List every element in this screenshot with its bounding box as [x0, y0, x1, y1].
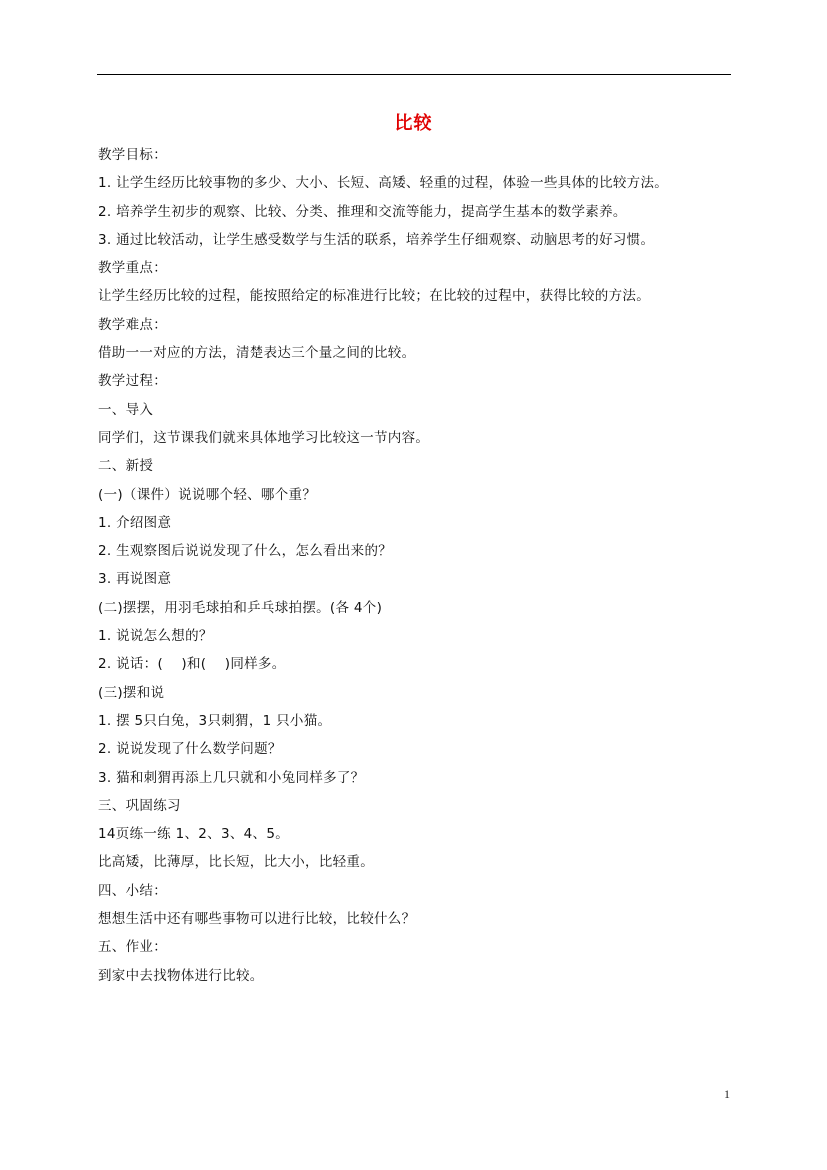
subsection-heading: 三、巩固练习	[98, 797, 181, 814]
section-heading-process: 教学过程：	[98, 373, 167, 390]
subsection-heading: 二、新授	[98, 458, 154, 475]
paragraph: 比高矮，比薄厚，比长短，比大小，比轻重。	[98, 854, 374, 871]
objective-item: 2. 培养学生初步的观察、比较、分类、推理和交流等能力，提高学生基本的数学素养。	[98, 203, 627, 220]
list-item: 2. 说说发现了什么数学问题？	[98, 741, 282, 758]
paragraph: 想想生活中还有哪些事物可以进行比较，比较什么？	[98, 911, 416, 928]
document-title: 比较	[394, 113, 433, 134]
sub-item-heading: (三)摆和说	[98, 684, 165, 701]
list-item: 1. 摆 5只白兔，3只刺猬，1 只小猫。	[98, 712, 332, 729]
paragraph: 同学们，这节课我们就来具体地学习比较这一节内容。	[98, 429, 430, 446]
subsection-heading: 四、小结：	[98, 882, 167, 899]
list-item: 2. 生观察图后说说发现了什么，怎么看出来的？	[98, 543, 393, 560]
paragraph: 借助一一对应的方法，清楚表达三个量之间的比较。	[98, 345, 416, 362]
list-item: 3. 再说图意	[98, 571, 172, 588]
section-heading-difficulties: 教学难点：	[98, 316, 167, 333]
paragraph: 让学生经历比较的过程，能按照给定的标准进行比较；在比较的过程中，获得比较的方法。	[98, 288, 650, 305]
sub-item-heading: (二)摆摆，用羽毛球拍和乒乓球拍摆。(各 4个)	[98, 599, 383, 616]
subsection-heading: 五、作业：	[98, 939, 167, 956]
sub-item-heading: (一)（课件）说说哪个轻、哪个重？	[98, 486, 317, 503]
list-item: 1. 介绍图意	[98, 514, 172, 531]
objective-item: 1. 让学生经历比较事物的多少、大小、长短、高矮、轻重的过程，体验一些具体的比较方法。	[98, 175, 669, 192]
objective-item: 3. 通过比较活动，让学生感受数学与生活的联系，培养学生仔细观察、动脑思考的好习惯。	[98, 231, 655, 248]
document-body	[98, 141, 738, 990]
paragraph: 14页练一练 1、2、3、4、5。	[98, 826, 290, 843]
header-rule	[97, 74, 731, 75]
paragraph: 到家中去找物体进行比较。	[98, 967, 264, 984]
list-item: 1. 说说怎么想的？	[98, 628, 213, 645]
section-heading-key-points: 教学重点：	[98, 260, 167, 277]
list-item: 3. 猫和刺猬再添上几只就和小兔同样多了？	[98, 769, 365, 786]
section-heading-objectives: 教学目标：	[98, 147, 167, 163]
subsection-heading: 一、导入	[98, 401, 154, 418]
page-number: 1	[724, 1087, 730, 1101]
list-item: 2. 说话：( )和( )同样多。	[98, 656, 286, 673]
